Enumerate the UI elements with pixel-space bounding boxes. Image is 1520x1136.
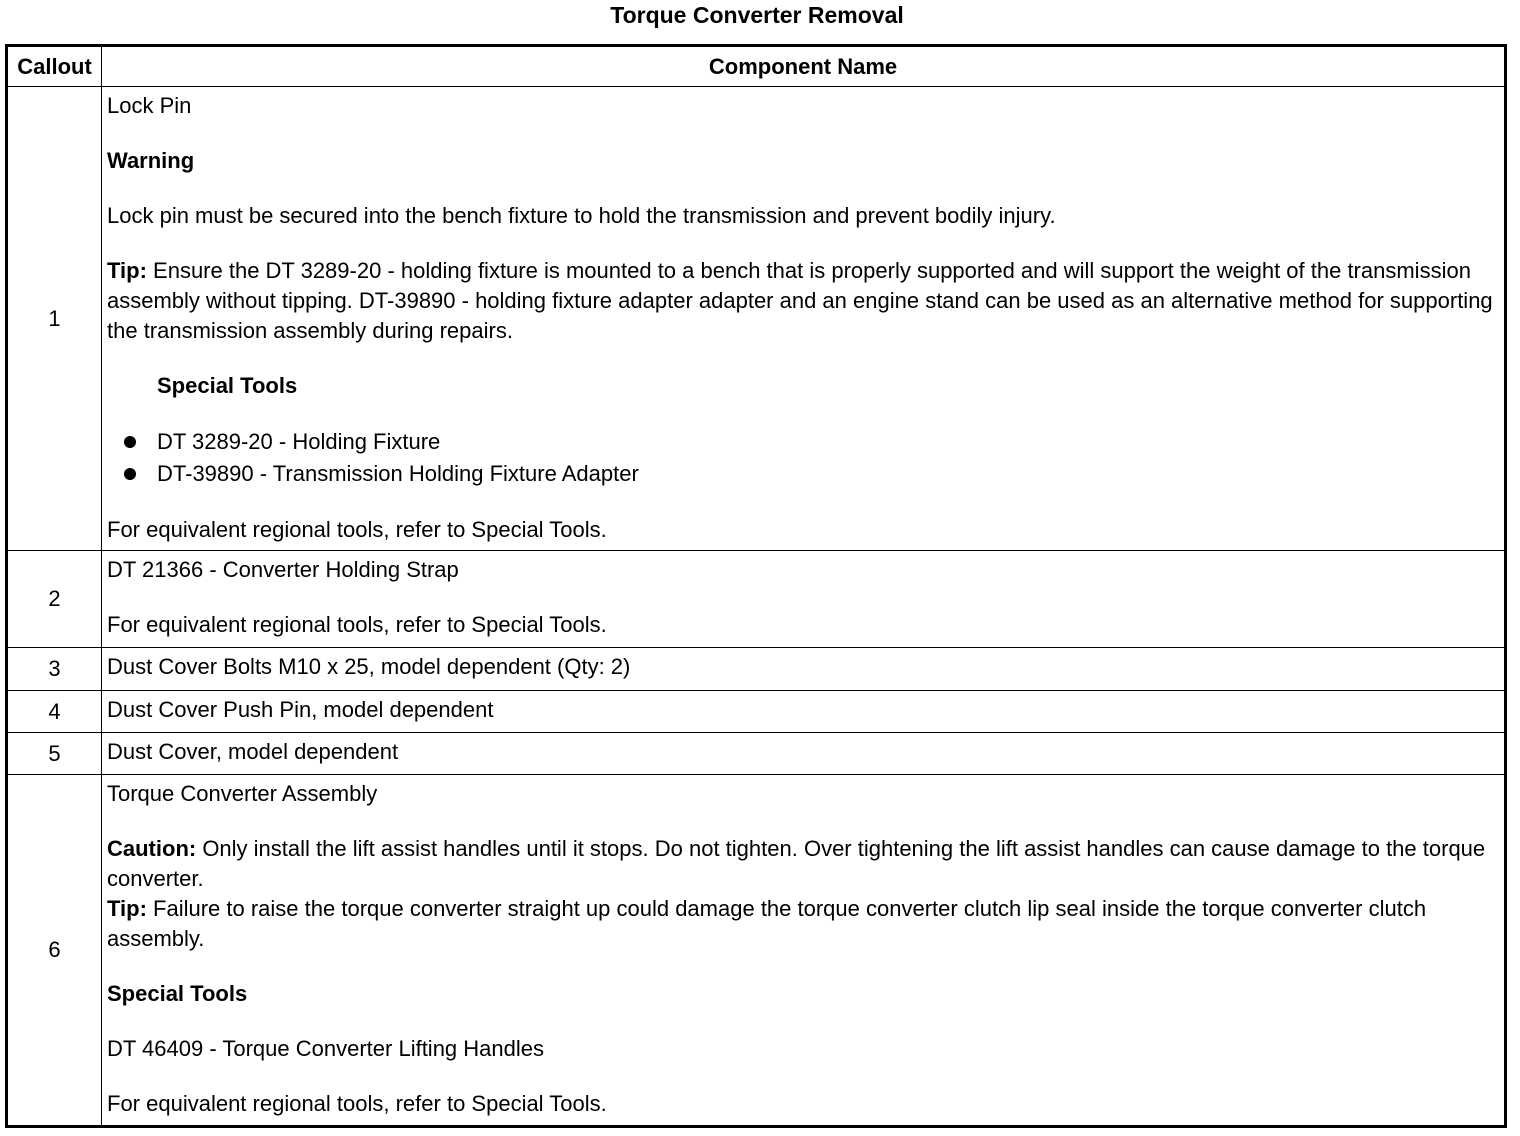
callout-number: 2 [7,551,102,648]
table-row [7,733,1506,775]
component-name: DT 21366 - Converter Holding Strap [107,557,459,582]
special-tools-heading: Special Tools [157,373,298,398]
warning-text: Lock pin must be secured into the bench fixture to hold the transmission and prevent bodily injury. [107,203,1056,228]
table-row [7,775,1506,1127]
callout-number: 1 [7,87,102,551]
caution-text: Only install the lift assist handles until it stops. Do not tighten. Over tightening the lift assist handles can cause damage to the torque converter. [107,836,1486,891]
caution-label: Caution: [107,836,197,861]
bullet-icon [124,468,136,480]
equivalent-tools-note: For equivalent regional tools, refer to Special Tools. [107,1091,607,1116]
component-name: Dust Cover Push Pin, model dependent [102,691,1506,733]
component-name: Torque Converter Assembly [107,781,378,806]
warning-label: Warning [107,148,195,173]
callout-number: 4 [7,691,102,733]
table-header-row [7,46,1506,87]
component-name: Dust Cover Bolts M10 x 25, model dependent (Qty: 2) [102,648,1506,691]
component-cell [102,775,1506,1127]
special-tools-heading: Special Tools [107,981,248,1006]
tip-paragraph [107,256,1500,346]
tip-text: Failure to raise the torque converter straight up could damage the torque converter clutch lip seal inside the torque converter clutch assembly. [107,896,1427,951]
bullet-icon [124,436,136,448]
table-row [7,551,1506,648]
tip-text: Ensure the DT 3289-20 - holding fixture is mounted to a bench that is properly supported and will support the weight of the transmission assembly without tipping. DT-39890 - holding fixture adapter adapter and an engine stand can be used as an alternative method for supporting the transmission assembly during repairs. [107,258,1493,343]
table-row [7,691,1506,733]
special-tools-list [107,426,1500,490]
callout-number: 5 [7,733,102,775]
table-row [7,648,1506,691]
components-table [5,44,1507,1128]
component-cell [102,551,1506,648]
page-title: Torque Converter Removal [610,2,904,28]
list-item: DT 3289-20 - Holding Fixture [157,426,1500,458]
component-name-header: Component Name [102,46,1506,87]
tip-label: Tip: [107,258,147,283]
component-cell [102,87,1506,551]
special-tool-item: DT 46409 - Torque Converter Lifting Handles [107,1036,544,1061]
component-name: Dust Cover, model dependent [102,733,1506,775]
component-name: Lock Pin [107,93,192,118]
tip-paragraph [107,894,1500,954]
equivalent-tools-note: For equivalent regional tools, refer to Special Tools. [107,517,607,542]
equivalent-tools-note: For equivalent regional tools, refer to Special Tools. [107,612,607,637]
callout-header: Callout [7,46,102,87]
callout-number: 3 [7,648,102,691]
callout-number: 6 [7,775,102,1127]
tip-label: Tip: [107,896,147,921]
caution-paragraph [107,834,1500,894]
table-row [7,87,1506,551]
list-item: DT-39890 - Transmission Holding Fixture Adapter [157,458,1500,490]
